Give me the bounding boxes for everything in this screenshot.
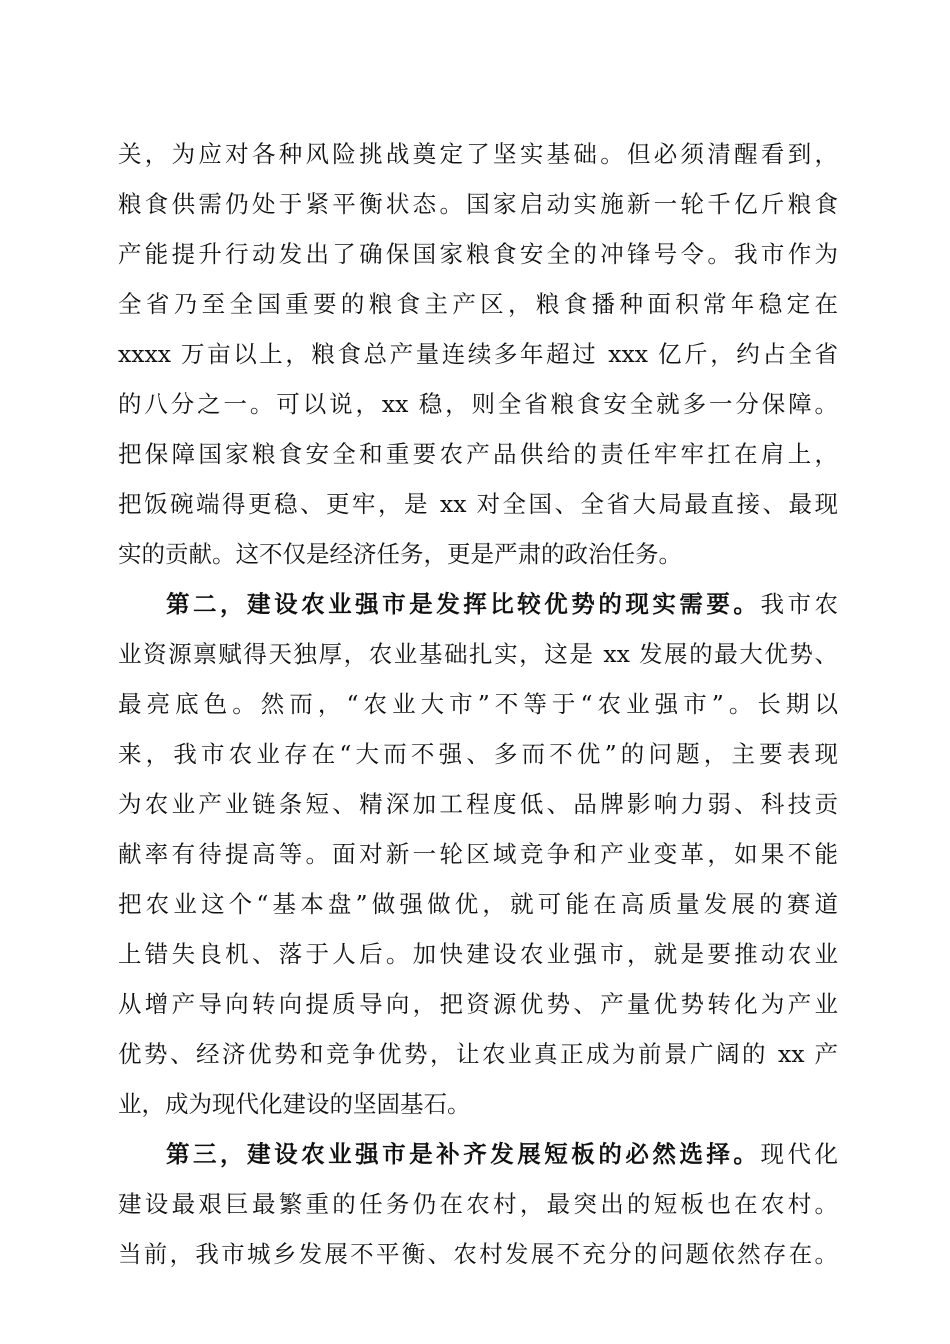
text-line: xxxx 万亩以上，粮食总产量连续多年超过 xxx 亿斤，约占全省 (118, 340, 838, 368)
text-line: 为农业产业链条短、精深加工程度低、品牌影响力弱、科技贡 (118, 790, 838, 818)
text-line: 全省乃至全国重要的粮食主产区，粮食播种面积常年稳定在 (118, 290, 838, 318)
paragraph-3-lead: 现代化 (760, 1140, 839, 1168)
paragraph-3-heading: 第三，建设农业强市是补齐发展短板的必然选择。 (166, 1140, 761, 1168)
text-line: 业资源禀赋得天独厚，农业基础扎实，这是 xx 发展的最大优势、 (118, 640, 838, 668)
text-line: 把饭碗端得更稳、更牢，是 xx 对全国、全省大局最直接、最现 (118, 490, 838, 518)
text-line: 从增产导向转向提质导向，把资源优势、产量优势转化为产业 (118, 990, 838, 1018)
paragraph-2-lead: 我市农 (760, 590, 839, 618)
text-line: 最亮底色。然而，“农业大市”不等于“农业强市”。长期以 (118, 690, 838, 718)
paragraph-3-first-line (166, 1137, 838, 1171)
text-line: 实的贡献。这不仅是经济任务，更是严肃的政治任务。 (118, 540, 682, 568)
paragraph-2-heading: 第二，建设农业强市是发挥比较优势的现实需要。 (166, 590, 761, 618)
text-line: 建设最艰巨最繁重的任务仍在农村，最突出的短板也在农村。 (118, 1190, 838, 1218)
text-line: 优势、经济优势和竞争优势，让农业真正成为前景广阔的 xx 产 (118, 1040, 838, 1068)
text-line: 把保障国家粮食安全和重要农产品供给的责任牢牢扛在肩上， (118, 440, 838, 468)
text-line: 来，我市农业存在“大而不强、多而不优”的问题，主要表现 (118, 740, 838, 768)
text-line: 献率有待提高等。面对新一轮区域竞争和产业变革，如果不能 (118, 840, 838, 868)
paragraph-2-first-line (166, 587, 838, 621)
text-line: 把农业这个“基本盘”做强做优，就可能在高质量发展的赛道 (118, 890, 838, 918)
text-line: 粮食供需仍处于紧平衡状态。国家启动实施新一轮千亿斤粮食 (118, 190, 838, 218)
text-line: 业，成为现代化建设的坚固基石。 (118, 1090, 471, 1118)
text-line: 上错失良机、落于人后。加快建设农业强市，就是要推动农业 (118, 940, 838, 968)
text-line: 当前，我市城乡发展不平衡、农村发展不充分的问题依然存在。 (118, 1240, 838, 1268)
text-line: 产能提升行动发出了确保国家粮食安全的冲锋号令。我市作为 (118, 240, 838, 268)
text-line: 关，为应对各种风险挑战奠定了坚实基础。但必须清醒看到， (118, 140, 838, 168)
text-line: 的八分之一。可以说，xx 稳，则全省粮食安全就多一分保障。 (118, 390, 838, 418)
